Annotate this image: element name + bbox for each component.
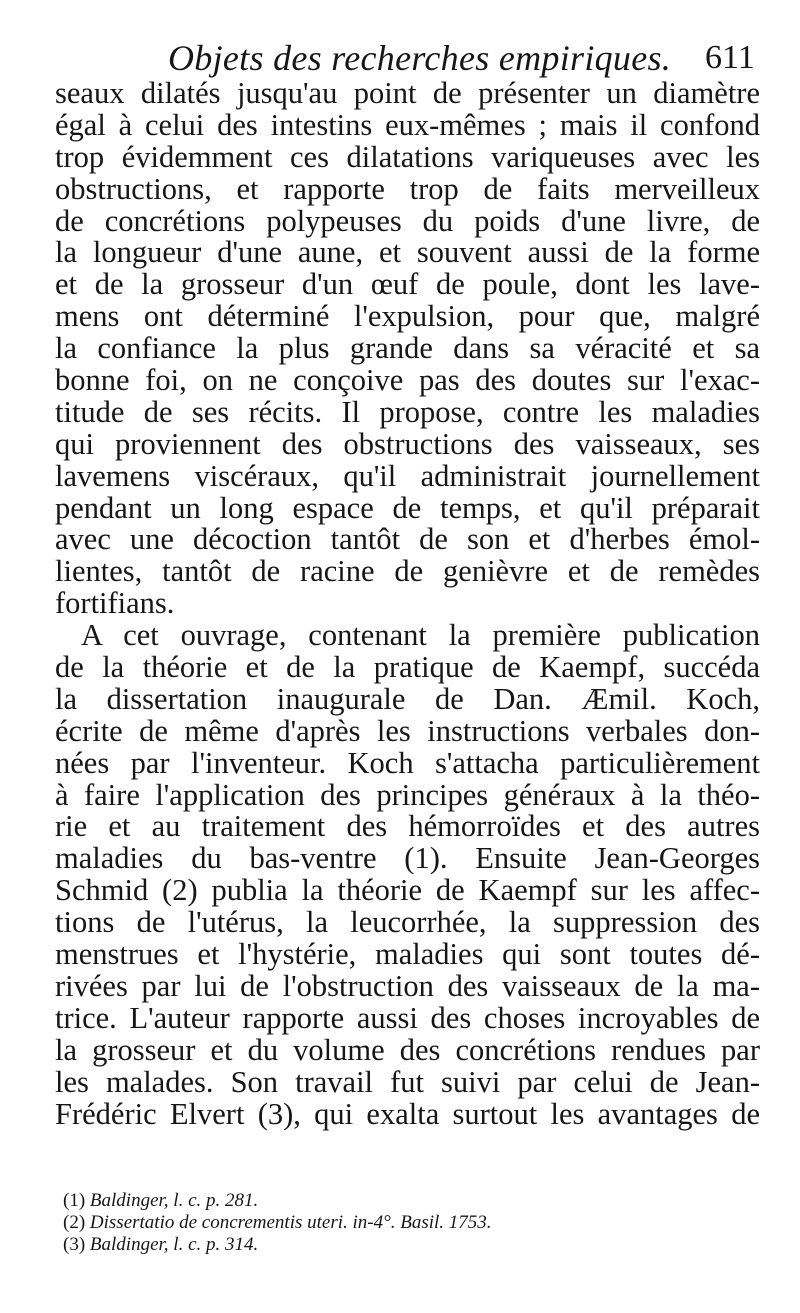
footnote <box>63 1234 763 1256</box>
footnote-mark: (3) <box>63 1234 86 1255</box>
text-line: de la théorie et de la pratique de Kaempf, succéda <box>55 650 760 685</box>
paragraph-end-line: fortifians. <box>55 586 175 621</box>
text-line: maladies du bas-ventre (1). Ensuite Jean-Georges <box>55 841 760 876</box>
text-line: pendant un long espace de temps, et qu'il préparait <box>55 490 760 525</box>
text-line: écrite de même d'après les instructions verbales don- <box>55 713 760 748</box>
footnote-text: Dissertatio de concrementis uteri. in-4°. Basil. 1753. <box>89 1212 492 1233</box>
text-line: Frédéric Elvert (3), qui exalta surtout les avantages de <box>55 1096 760 1131</box>
paragraph-start-line: A cet ouvrage, contenant la première publication <box>81 618 760 653</box>
footnote <box>63 1190 763 1212</box>
text-line: trice. L'auteur rapporte aussi des choses incroyables de <box>55 1000 760 1035</box>
text-line: et de la grosseur d'un œuf de poule, dont les lave- <box>55 267 760 302</box>
text-line: seaux dilatés jusqu'au point de présenter un diamètre <box>55 76 760 110</box>
text-line: la confiance la plus grande dans sa véracité et sa <box>55 331 760 366</box>
text-line: les malades. Son travail fut suivi par celui de Jean- <box>55 1064 760 1099</box>
text-line: Schmid (2) publia la théorie de Kaempf sur les affec- <box>55 873 760 908</box>
footnotes <box>63 1190 763 1256</box>
text-line: avec une décoction tantôt de son et d'herbes émol- <box>55 522 760 557</box>
text-line: lavemens viscéraux, qu'il administrait journellement <box>55 458 760 493</box>
text-line: menstrues et l'hystérie, maladies qui sont toutes dé- <box>55 937 760 972</box>
text-line: la longueur d'une aune, et souvent aussi de la forme <box>55 235 760 270</box>
text-line: à faire l'application des principes généraux à la théo- <box>55 777 760 812</box>
text-line: bonne foi, on ne conçoive pas des doutes sur l'exac- <box>55 363 760 398</box>
footnote-text: Baldinger, l. c. p. 314. <box>89 1234 259 1255</box>
footnote-mark: (1) <box>63 1190 86 1211</box>
footnote-mark: (2) <box>63 1212 86 1233</box>
footnote <box>63 1212 763 1234</box>
body-text <box>55 78 760 1130</box>
text-line: lientes, tantôt de racine de genièvre et de remèdes <box>55 554 760 589</box>
text-line: titude de ses récits. Il propose, contre les maladies <box>55 394 760 429</box>
text-line: qui proviennent des obstructions des vaisseaux, ses <box>55 426 760 461</box>
text-line: trop évidemment ces dilatations variqueuses avec les <box>55 139 760 174</box>
text-line: rie et au traitement des hémorroïdes et des autres <box>55 809 760 844</box>
footnote-text: Baldinger, l. c. p. 281. <box>89 1190 259 1211</box>
text-line: rivées par lui de l'obstruction des vaisseaux de la ma- <box>55 968 760 1003</box>
text-line: de concrétions polypeuses du poids d'une livre, de <box>55 203 760 238</box>
page-number: 611 <box>705 39 755 76</box>
text-line: la grosseur et du volume des concrétions rendues par <box>55 1032 760 1067</box>
text-line: la dissertation inaugurale de Dan. Æmil. Koch, <box>55 681 760 716</box>
text-line: nées par l'inventeur. Koch s'attacha particulièrement <box>55 745 760 780</box>
text-line: mens ont déterminé l'expulsion, pour que, malgré <box>55 299 760 334</box>
text-line: obstructions, et rapporte trop de faits merveilleux <box>55 171 760 206</box>
text-line: tions de l'utérus, la leucorrhée, la suppression des <box>55 905 760 940</box>
running-title: Objets des recherches empiriques. <box>168 38 672 78</box>
text-line: égal à celui des intestins eux-mêmes ; mais il confond <box>55 107 760 142</box>
running-head <box>0 20 800 78</box>
